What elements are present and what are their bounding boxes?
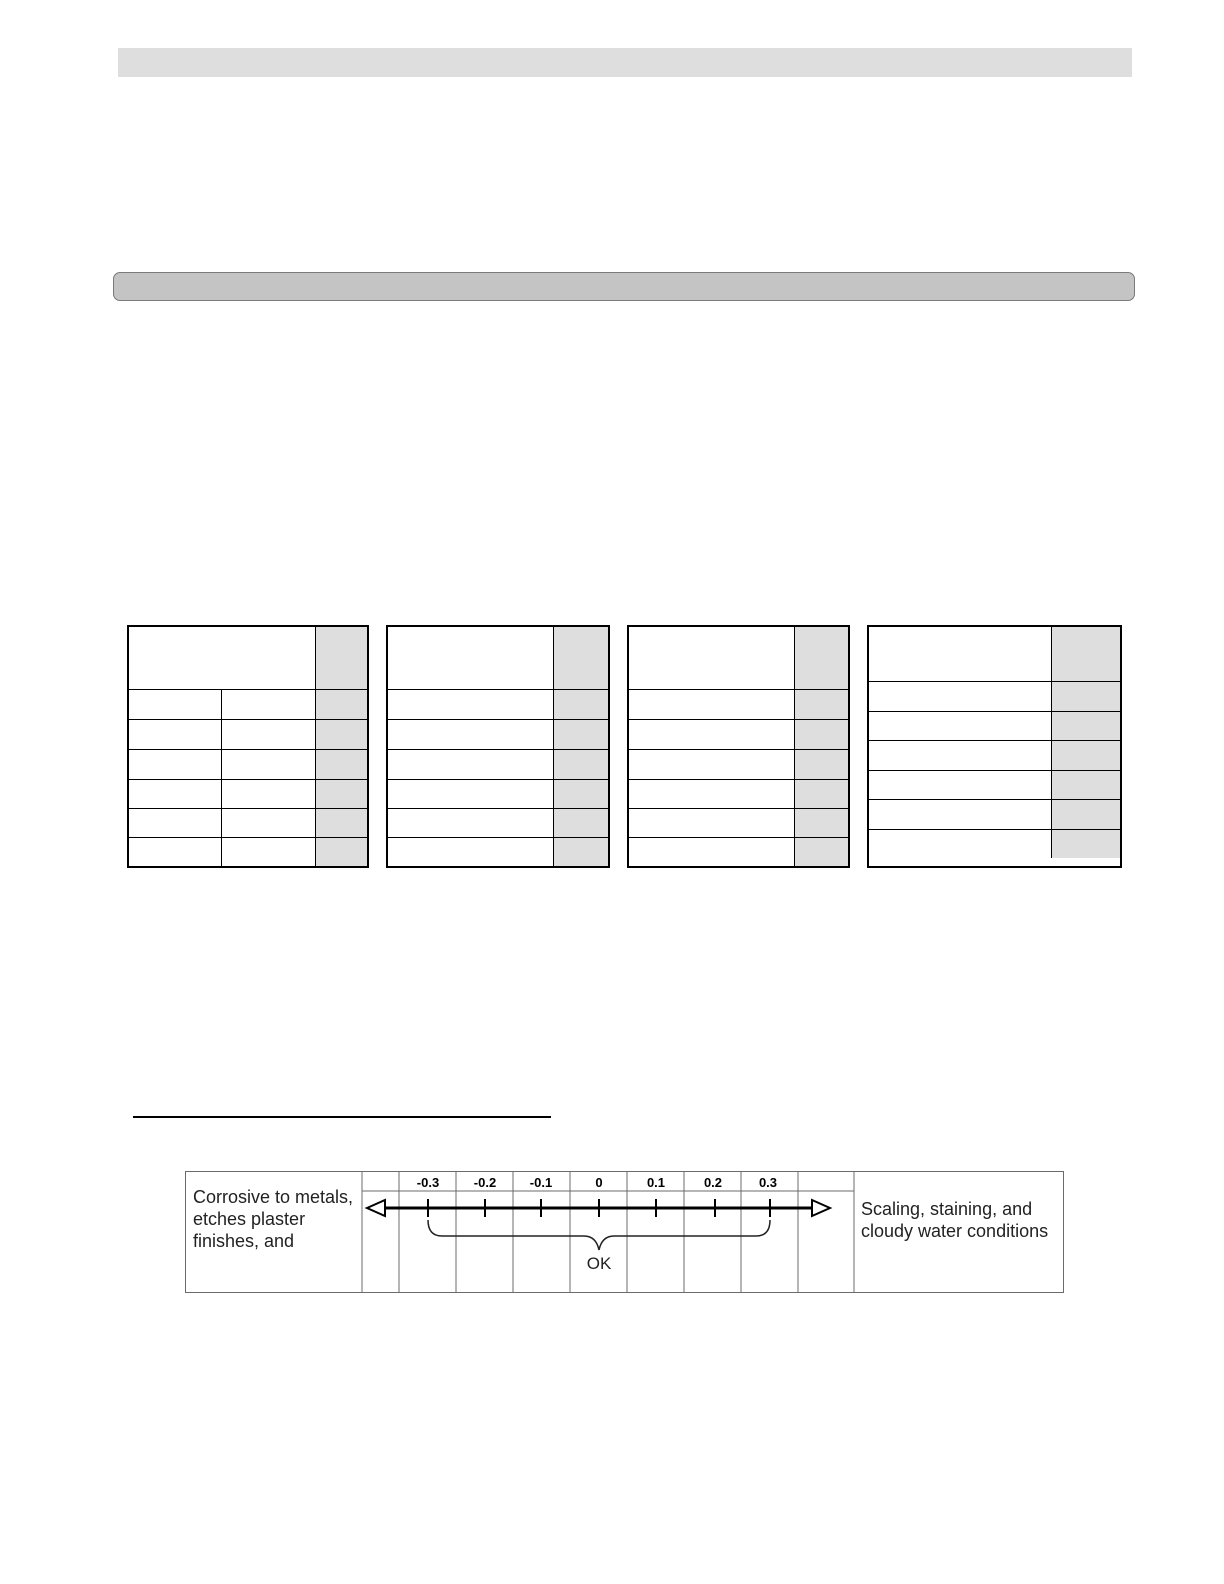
table-2	[386, 625, 610, 868]
ok-brace	[428, 1220, 770, 1250]
signature-line	[133, 1116, 551, 1118]
tick-label: -0.1	[529, 1175, 553, 1190]
tick-label: 0.1	[646, 1175, 666, 1190]
lsi-right-text: Scaling, staining, and cloudy water conditions	[861, 1199, 1049, 1241]
right-arrow-icon	[812, 1200, 830, 1216]
tick-label: -0.3	[416, 1175, 440, 1190]
table-1	[127, 625, 369, 868]
tick-label: 0	[595, 1175, 603, 1190]
tick-label: 0.2	[703, 1175, 723, 1190]
table-3	[627, 625, 850, 868]
left-arrow-icon	[367, 1200, 385, 1216]
top-header-bar	[118, 48, 1132, 77]
lsi-left-text: Corrosive to metals, etches plaster finishes, and	[193, 1187, 354, 1251]
tick-label: -0.2	[473, 1175, 497, 1190]
table-4	[867, 625, 1122, 868]
lsi-scale	[185, 1171, 1064, 1293]
tick-label: 0.3	[758, 1175, 778, 1190]
ok-label: OK	[586, 1254, 612, 1273]
section-header-bar	[113, 272, 1135, 301]
